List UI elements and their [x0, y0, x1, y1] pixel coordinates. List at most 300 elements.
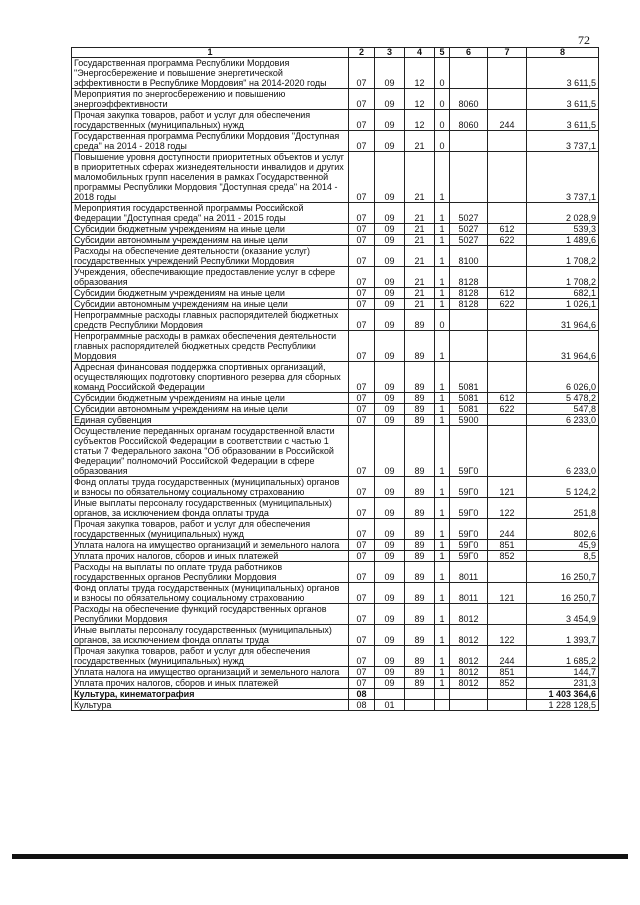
- cell-subprogram: 1: [435, 267, 450, 288]
- cell-direction: 59Г0: [450, 551, 488, 562]
- cell-direction: 5081: [450, 393, 488, 404]
- cell-expense-type: 851: [488, 540, 527, 551]
- cell-expense-type: [488, 310, 527, 331]
- header-col-3: 3: [375, 48, 405, 58]
- cell-subprogram: 1: [435, 678, 450, 689]
- cell-section: 07: [349, 519, 375, 540]
- cell-subsection: 09: [375, 235, 405, 246]
- cell-direction: 8060: [450, 89, 488, 110]
- cell-program: 89: [405, 404, 435, 415]
- cell-name: Культура: [72, 700, 349, 711]
- table-row: [72, 58, 599, 89]
- cell-subprogram: 1: [435, 604, 450, 625]
- cell-name: Уплата налога на имущество организаций и земельного налога: [72, 540, 349, 551]
- cell-expense-type: 612: [488, 393, 527, 404]
- cell-amount: 682,1: [527, 288, 599, 299]
- cell-subprogram: 1: [435, 224, 450, 235]
- cell-amount: 251,8: [527, 498, 599, 519]
- bottom-rule: [12, 854, 628, 859]
- cell-section: 08: [349, 689, 375, 700]
- cell-subprogram: 1: [435, 519, 450, 540]
- cell-amount: 3 737,1: [527, 131, 599, 152]
- cell-program: 89: [405, 498, 435, 519]
- cell-section: 07: [349, 625, 375, 646]
- cell-subsection: 09: [375, 519, 405, 540]
- cell-subprogram: 1: [435, 235, 450, 246]
- cell-program: 89: [405, 310, 435, 331]
- cell-program: 89: [405, 562, 435, 583]
- cell-expense-type: 622: [488, 404, 527, 415]
- cell-program: 89: [405, 331, 435, 362]
- cell-section: 07: [349, 235, 375, 246]
- cell-subprogram: 1: [435, 625, 450, 646]
- cell-subprogram: 1: [435, 203, 450, 224]
- cell-expense-type: [488, 131, 527, 152]
- cell-expense-type: [488, 267, 527, 288]
- cell-section: 07: [349, 110, 375, 131]
- cell-subsection: 09: [375, 625, 405, 646]
- cell-subsection: 09: [375, 393, 405, 404]
- cell-subprogram: 1: [435, 246, 450, 267]
- cell-subsection: 09: [375, 498, 405, 519]
- cell-name: Повышение уровня доступности приоритетных объектов и услуг в приоритетных сферах жизнедеятельности инвалидов и других маломобильных групп населения в рамках Государственной программы Республики Мордовия "Доступная среда" на 2014 - 2018 годы: [72, 152, 349, 203]
- cell-amount: 1 403 364,6: [527, 689, 599, 700]
- cell-direction: 5027: [450, 235, 488, 246]
- cell-name: Учреждения, обеспечивающие предоставление услуг в сфере образования: [72, 267, 349, 288]
- cell-subsection: 09: [375, 58, 405, 89]
- cell-section: 07: [349, 604, 375, 625]
- table-row: [72, 625, 599, 646]
- cell-direction: 8128: [450, 299, 488, 310]
- cell-name: Единая субвенция: [72, 415, 349, 426]
- cell-section: 07: [349, 477, 375, 498]
- cell-direction: 8012: [450, 678, 488, 689]
- budget-table: [71, 47, 599, 711]
- cell-subsection: 09: [375, 246, 405, 267]
- cell-subsection: 09: [375, 203, 405, 224]
- cell-program: 21: [405, 246, 435, 267]
- cell-program: 89: [405, 583, 435, 604]
- cell-program: 89: [405, 477, 435, 498]
- cell-program: 89: [405, 551, 435, 562]
- cell-section: 07: [349, 299, 375, 310]
- cell-direction: [450, 700, 488, 711]
- cell-expense-type: [488, 415, 527, 426]
- cell-subprogram: 1: [435, 551, 450, 562]
- header-col-5: 5: [435, 48, 450, 58]
- cell-subsection: 09: [375, 331, 405, 362]
- cell-program: 89: [405, 540, 435, 551]
- cell-expense-type: 851: [488, 667, 527, 678]
- table-row: [72, 310, 599, 331]
- cell-direction: [450, 131, 488, 152]
- cell-subsection: 09: [375, 678, 405, 689]
- cell-program: 89: [405, 625, 435, 646]
- cell-section: 07: [349, 583, 375, 604]
- cell-subsection: 09: [375, 426, 405, 477]
- cell-amount: 5 478,2: [527, 393, 599, 404]
- cell-subsection: 09: [375, 540, 405, 551]
- cell-amount: 31 964,6: [527, 331, 599, 362]
- cell-section: 07: [349, 246, 375, 267]
- cell-subprogram: 1: [435, 583, 450, 604]
- cell-program: 21: [405, 152, 435, 203]
- cell-amount: 3 737,1: [527, 152, 599, 203]
- cell-amount: 547,8: [527, 404, 599, 415]
- cell-name: Непрограммные расходы в рамках обеспечения деятельности главных распорядителей бюджетных средств Республики Мордовия: [72, 331, 349, 362]
- cell-section: 07: [349, 152, 375, 203]
- cell-name: Государственная программа Республики Мордовия "Доступная среда" на 2014 - 2018 годы: [72, 131, 349, 152]
- header-col-1: 1: [72, 48, 349, 58]
- cell-section: 07: [349, 562, 375, 583]
- table-row: [72, 152, 599, 203]
- cell-amount: 144,7: [527, 667, 599, 678]
- cell-name: Иные выплаты персоналу государственных (муниципальных) органов, за исключением фонда оплаты труда: [72, 498, 349, 519]
- cell-section: 07: [349, 331, 375, 362]
- cell-section: 07: [349, 678, 375, 689]
- table-row: [72, 667, 599, 678]
- cell-subsection: 09: [375, 362, 405, 393]
- cell-subsection: 09: [375, 415, 405, 426]
- cell-name: Субсидии автономным учреждениям на иные цели: [72, 235, 349, 246]
- cell-section: 07: [349, 224, 375, 235]
- cell-name: Адресная финансовая поддержка спортивных организаций, осуществляющих подготовку спортивного резерва для сборных команд Российской Федерации: [72, 362, 349, 393]
- cell-subsection: 09: [375, 477, 405, 498]
- cell-amount: 3 611,5: [527, 58, 599, 89]
- page-number: 72: [578, 33, 590, 47]
- cell-section: 07: [349, 362, 375, 393]
- cell-name: Фонд оплаты труда государственных (муниципальных) органов и взносы по обязательному социальному страхованию: [72, 583, 349, 604]
- cell-program: 21: [405, 299, 435, 310]
- header-col-8: 8: [527, 48, 599, 58]
- cell-direction: 8128: [450, 288, 488, 299]
- cell-direction: 59Г0: [450, 540, 488, 551]
- cell-direction: [450, 331, 488, 362]
- cell-name: Государственная программа Республики Мордовия "Энергосбережение и повышение энергетической эффективности в Республике Мордовия" на 2014-2020 годы: [72, 58, 349, 89]
- cell-subsection: 09: [375, 562, 405, 583]
- cell-program: 21: [405, 288, 435, 299]
- cell-name: Субсидии бюджетным учреждениям на иные цели: [72, 393, 349, 404]
- table-row: [72, 477, 599, 498]
- cell-section: 07: [349, 667, 375, 678]
- cell-program: 89: [405, 362, 435, 393]
- cell-program: [405, 700, 435, 711]
- cell-amount: 1 228 128,5: [527, 700, 599, 711]
- cell-subprogram: 1: [435, 404, 450, 415]
- cell-subprogram: 1: [435, 362, 450, 393]
- cell-section: 07: [349, 89, 375, 110]
- cell-section: 07: [349, 58, 375, 89]
- cell-expense-type: 122: [488, 498, 527, 519]
- header-col-6: 6: [450, 48, 488, 58]
- cell-subsection: 09: [375, 152, 405, 203]
- cell-direction: 8012: [450, 667, 488, 678]
- cell-subsection: 09: [375, 89, 405, 110]
- table-row: [72, 288, 599, 299]
- cell-name: Мероприятия государственной программы Российской Федерации "Доступная среда" на 2011 - 2015 годы: [72, 203, 349, 224]
- cell-subprogram: 1: [435, 498, 450, 519]
- cell-subprogram: 1: [435, 540, 450, 551]
- cell-amount: 1 489,6: [527, 235, 599, 246]
- cell-program: 89: [405, 426, 435, 477]
- cell-direction: 59Г0: [450, 477, 488, 498]
- cell-expense-type: 612: [488, 288, 527, 299]
- cell-amount: 31 964,6: [527, 310, 599, 331]
- cell-subprogram: 1: [435, 426, 450, 477]
- table-row: [72, 689, 599, 700]
- cell-name: Непрограммные расходы главных распорядителей бюджетных средств Республики Мордовия: [72, 310, 349, 331]
- cell-amount: 8,5: [527, 551, 599, 562]
- cell-program: 89: [405, 393, 435, 404]
- cell-program: 89: [405, 415, 435, 426]
- header-col-4: 4: [405, 48, 435, 58]
- cell-subprogram: [435, 689, 450, 700]
- table-row: [72, 519, 599, 540]
- cell-expense-type: 852: [488, 678, 527, 689]
- table-row: [72, 331, 599, 362]
- cell-name: Расходы на обеспечение деятельности (оказание услуг) государственных учреждений Республики Мордовия: [72, 246, 349, 267]
- cell-subprogram: 1: [435, 562, 450, 583]
- cell-name: Прочая закупка товаров, работ и услуг для обеспечения государственных (муниципальных) нужд: [72, 110, 349, 131]
- table-row: [72, 362, 599, 393]
- table-row: [72, 235, 599, 246]
- cell-direction: 8100: [450, 246, 488, 267]
- cell-subsection: 09: [375, 583, 405, 604]
- cell-direction: 59Г0: [450, 498, 488, 519]
- cell-program: 12: [405, 110, 435, 131]
- cell-section: 07: [349, 404, 375, 415]
- cell-direction: 8012: [450, 625, 488, 646]
- table-row: [72, 404, 599, 415]
- cell-program: [405, 689, 435, 700]
- cell-subsection: 09: [375, 110, 405, 131]
- cell-subprogram: 0: [435, 89, 450, 110]
- cell-subprogram: 1: [435, 152, 450, 203]
- cell-program: 12: [405, 58, 435, 89]
- header-col-7: 7: [488, 48, 527, 58]
- cell-subsection: 01: [375, 700, 405, 711]
- cell-amount: 16 250,7: [527, 583, 599, 604]
- cell-expense-type: [488, 700, 527, 711]
- table-row: [72, 426, 599, 477]
- cell-subsection: 09: [375, 131, 405, 152]
- cell-name: Культура, кинематография: [72, 689, 349, 700]
- cell-section: 07: [349, 415, 375, 426]
- cell-name: Фонд оплаты труда государственных (муниципальных) органов и взносы по обязательному социальному страхованию: [72, 477, 349, 498]
- table-row: [72, 267, 599, 288]
- cell-subprogram: 1: [435, 477, 450, 498]
- cell-amount: 16 250,7: [527, 562, 599, 583]
- cell-program: 89: [405, 678, 435, 689]
- table-row: [72, 540, 599, 551]
- table-row: [72, 562, 599, 583]
- cell-subprogram: [435, 700, 450, 711]
- cell-name: Расходы на обеспечение функций государственных органов Республики Мордовия: [72, 604, 349, 625]
- cell-subprogram: 0: [435, 58, 450, 89]
- table-row: [72, 604, 599, 625]
- table-row: [72, 393, 599, 404]
- cell-expense-type: 122: [488, 625, 527, 646]
- table-row: [72, 299, 599, 310]
- cell-expense-type: 244: [488, 646, 527, 667]
- cell-name: Субсидии бюджетным учреждениям на иные цели: [72, 224, 349, 235]
- cell-expense-type: [488, 362, 527, 393]
- cell-program: 21: [405, 203, 435, 224]
- table-row: [72, 110, 599, 131]
- cell-program: 12: [405, 89, 435, 110]
- cell-expense-type: [488, 689, 527, 700]
- cell-section: 07: [349, 498, 375, 519]
- table-row: [72, 551, 599, 562]
- cell-amount: 802,6: [527, 519, 599, 540]
- cell-expense-type: [488, 331, 527, 362]
- cell-direction: 5081: [450, 362, 488, 393]
- cell-program: 89: [405, 667, 435, 678]
- cell-subsection: 09: [375, 288, 405, 299]
- cell-subsection: 09: [375, 667, 405, 678]
- cell-subsection: 09: [375, 551, 405, 562]
- cell-direction: 59Г0: [450, 426, 488, 477]
- cell-name: Иные выплаты персоналу государственных (муниципальных) органов, за исключением фонда оплаты труда: [72, 625, 349, 646]
- cell-amount: 1 685,2: [527, 646, 599, 667]
- cell-subprogram: 1: [435, 299, 450, 310]
- cell-program: 89: [405, 519, 435, 540]
- cell-expense-type: [488, 203, 527, 224]
- table-header-row: [72, 48, 599, 58]
- cell-section: 07: [349, 310, 375, 331]
- cell-direction: [450, 58, 488, 89]
- table-row: [72, 498, 599, 519]
- cell-subsection: 09: [375, 646, 405, 667]
- cell-amount: 1 708,2: [527, 246, 599, 267]
- cell-subsection: 09: [375, 224, 405, 235]
- cell-name: Расходы на выплаты по оплате труда работников государственных органов Республики Мордовия: [72, 562, 349, 583]
- cell-amount: 1 393,7: [527, 625, 599, 646]
- table-row: [72, 646, 599, 667]
- cell-amount: 539,3: [527, 224, 599, 235]
- cell-subsection: 09: [375, 604, 405, 625]
- cell-subprogram: 1: [435, 667, 450, 678]
- cell-expense-type: [488, 604, 527, 625]
- cell-section: 07: [349, 426, 375, 477]
- cell-section: 08: [349, 700, 375, 711]
- cell-program: 21: [405, 235, 435, 246]
- cell-amount: 6 233,0: [527, 415, 599, 426]
- cell-direction: [450, 689, 488, 700]
- table-row: [72, 678, 599, 689]
- cell-amount: 6 233,0: [527, 426, 599, 477]
- cell-expense-type: 612: [488, 224, 527, 235]
- cell-expense-type: 852: [488, 551, 527, 562]
- cell-subsection: 09: [375, 404, 405, 415]
- cell-subsection: [375, 689, 405, 700]
- cell-direction: 5027: [450, 224, 488, 235]
- cell-name: Мероприятия по энергосбережению и повышению энергоэффективности: [72, 89, 349, 110]
- cell-section: 07: [349, 203, 375, 224]
- cell-direction: 8128: [450, 267, 488, 288]
- table-row: [72, 203, 599, 224]
- cell-expense-type: [488, 562, 527, 583]
- cell-subprogram: 1: [435, 288, 450, 299]
- cell-amount: 2 028,9: [527, 203, 599, 224]
- cell-name: Уплата прочих налогов, сборов и иных платежей: [72, 678, 349, 689]
- table-row: [72, 700, 599, 711]
- cell-direction: 59Г0: [450, 519, 488, 540]
- cell-program: 21: [405, 224, 435, 235]
- cell-direction: [450, 310, 488, 331]
- cell-name: Прочая закупка товаров, работ и услуг для обеспечения государственных (муниципальных) нужд: [72, 519, 349, 540]
- cell-section: 07: [349, 646, 375, 667]
- table-row: [72, 89, 599, 110]
- cell-name: Субсидии автономным учреждениям на иные цели: [72, 404, 349, 415]
- cell-name: Субсидии автономным учреждениям на иные цели: [72, 299, 349, 310]
- cell-subsection: 09: [375, 299, 405, 310]
- cell-program: 21: [405, 267, 435, 288]
- cell-expense-type: [488, 89, 527, 110]
- cell-expense-type: 121: [488, 583, 527, 604]
- cell-expense-type: 622: [488, 235, 527, 246]
- cell-amount: 3 611,5: [527, 89, 599, 110]
- cell-expense-type: [488, 426, 527, 477]
- cell-expense-type: 244: [488, 110, 527, 131]
- cell-direction: 8011: [450, 583, 488, 604]
- cell-section: 07: [349, 551, 375, 562]
- cell-subprogram: 1: [435, 646, 450, 667]
- cell-amount: 3 454,9: [527, 604, 599, 625]
- cell-direction: 8012: [450, 646, 488, 667]
- cell-subprogram: 1: [435, 331, 450, 362]
- table-row: [72, 131, 599, 152]
- cell-subprogram: 1: [435, 393, 450, 404]
- cell-subsection: 09: [375, 310, 405, 331]
- cell-expense-type: 244: [488, 519, 527, 540]
- table-row: [72, 246, 599, 267]
- cell-section: 07: [349, 288, 375, 299]
- table-body: [72, 58, 599, 711]
- cell-amount: 1 026,1: [527, 299, 599, 310]
- cell-subprogram: 0: [435, 131, 450, 152]
- cell-program: 89: [405, 646, 435, 667]
- cell-section: 07: [349, 131, 375, 152]
- cell-direction: 5027: [450, 203, 488, 224]
- cell-amount: 231,3: [527, 678, 599, 689]
- cell-name: Субсидии бюджетным учреждениям на иные цели: [72, 288, 349, 299]
- cell-subprogram: 0: [435, 110, 450, 131]
- table-row: [72, 415, 599, 426]
- cell-name: Осуществление переданных органам государственной власти субъектов Российской Федерации в соответствии с частью 1 статьи 7 Федерального закона "Об образовании в Российской Федерации" полномочий Российской Федерации в сфере образования: [72, 426, 349, 477]
- table-row: [72, 224, 599, 235]
- cell-amount: 1 708,2: [527, 267, 599, 288]
- cell-section: 07: [349, 267, 375, 288]
- cell-amount: 5 124,2: [527, 477, 599, 498]
- cell-section: 07: [349, 540, 375, 551]
- cell-name: Уплата налога на имущество организаций и земельного налога: [72, 667, 349, 678]
- cell-subsection: 09: [375, 267, 405, 288]
- cell-direction: [450, 152, 488, 203]
- table-row: [72, 583, 599, 604]
- cell-program: 89: [405, 604, 435, 625]
- cell-direction: 5900: [450, 415, 488, 426]
- cell-section: 07: [349, 393, 375, 404]
- cell-direction: 8060: [450, 110, 488, 131]
- cell-expense-type: [488, 58, 527, 89]
- cell-direction: 8011: [450, 562, 488, 583]
- cell-name: Прочая закупка товаров, работ и услуг для обеспечения государственных (муниципальных) нужд: [72, 646, 349, 667]
- cell-direction: 8012: [450, 604, 488, 625]
- cell-amount: 45,9: [527, 540, 599, 551]
- cell-direction: 5081: [450, 404, 488, 415]
- cell-amount: 6 026,0: [527, 362, 599, 393]
